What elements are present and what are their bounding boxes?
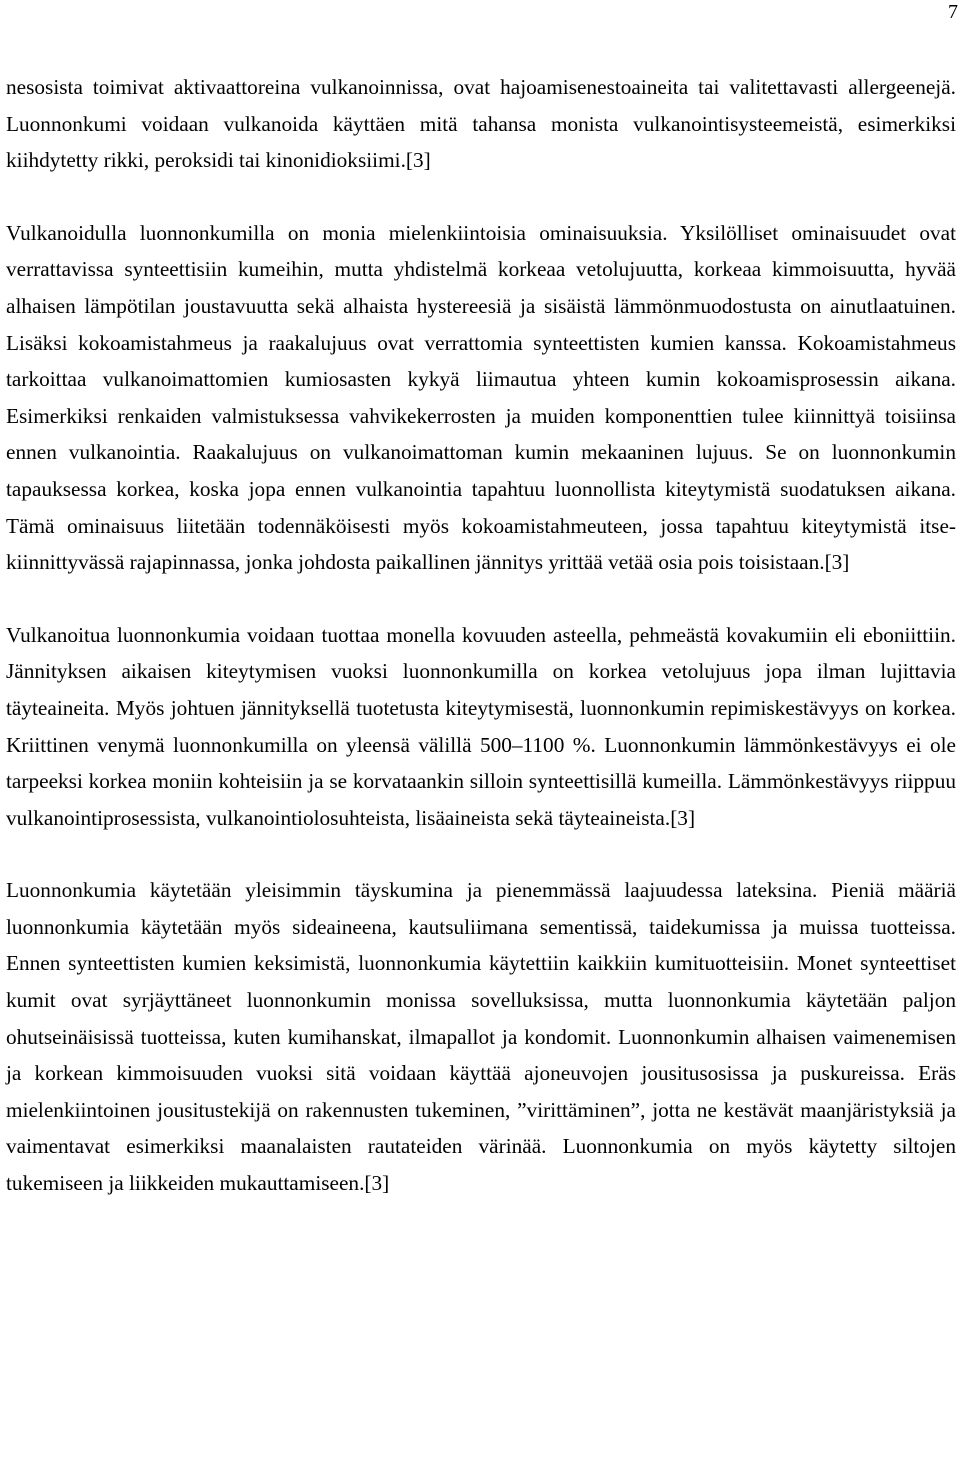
- page-number: 7: [948, 1, 958, 23]
- document-body: [6, 69, 956, 1202]
- paragraph-vulcanization-activators: nesosista toimivat aktivaattoreina vulkanoinnissa, ovat hajoamisenestoaineita tai valitettavasti allergeenejä. Luonnonkumi voidaan vulkanoida käyttäen mitä tahansa monista vulkanointisysteemeistä, esimerkiksi kiihdytetty rikki, peroksidi tai kinonidioksiimi.[3]: [6, 75, 956, 173]
- paragraph-applications: Luonnonkumia käytetään yleisimmin täyskumina ja pienemmässä laajuudessa lateksina. Pieniä määriä luonnonkumia käytetään myös sideaineena, kautsuliimana sementissä, taidekumissa ja muissa tuotteissa. Ennen synteettisten kumien keksimistä, luonnonkumia käytettiin kaikkiin kumituotteisiin. Monet synteettiset kumit ovat syrjäyttäneet luonnonkumin monissa sovelluksissa, mutta luonnonkumia käytetään paljon ohutseinäisissä tuotteissa, kuten kumihanskat, ilmapallot ja kondomit. Luonnonkumin alhaisen vaimenemisen ja korkean kimmoisuuden vuoksi sitä voidaan käyttää ajoneuvojen jousitusosissa ja puskureissa. Eräs mielenkiintoinen jousitustekijä on rakennusten tukeminen, ”virittäminen”, jotta ne kestävät maanjäristyksiä ja vaimentavat esimerkiksi maanalaisten rautateiden värinää. Luonnonkumia on myös käytetty siltojen tukemiseen ja liikkeiden mukauttamiseen.[3]: [6, 878, 956, 1196]
- paragraph-vulcanized-properties: Vulkanoidulla luonnonkumilla on monia mielenkiintoisia ominaisuuksia. Yksilölliset ominaisuudet ovat verrattavissa synteettisiin kumeihin, mutta yhdistelmä korkeaa vetolujuutta, korkeaa kimmoisuutta, hyvää alhaisen lämpötilan joustavuutta sekä alhaista hystereesiä ja sisäistä lämmönmuodostusta on ainutlaatuinen. Lisäksi kokoamistahmeus ja raakalujuus ovat verrattomia synteettisten kumien kanssa. Kokoamistahmeus tarkoittaa vulkanoimattomien kumiosasten kykyä liimautua yhteen kumin kokoamisprosessin aikana. Esimerkiksi renkaiden valmistuksessa vahvikekerrosten ja muiden komponenttien tulee kiinnittyä toisiinsa ennen vulkanointia. Raakalujuus on vulkanoimattoman kumin mekaaninen lujuus. Se on luonnonkumin tapauksessa korkea, koska jopa ennen vulkanointia tapahtuu luonnollista kiteytymistä suodatuksen aikana. Tämä ominaisuus liitetään todennäköisesti myös kokoamistahmeuteen, jossa tapahtuu kiteytymistä itsekiinnittyvässä rajapinnassa, jonka johdosta paikallinen jännitys yrittää vetää osia pois toisistaan.[3]: [6, 220, 956, 575]
- paragraph-hardness-and-strength: Vulkanoitua luonnonkumia voidaan tuottaa monella kovuuden asteella, pehmeästä kovakumiin eli eboniittiin. Jännityksen aikaisen kiteytymisen vuoksi luonnonkumilla on korkea vetolujuus jopa ilman lujittavia täyteaineita. Myös johtuen jännityksellä tuotetusta kiteytymisestä, luonnonkumin repimiskestävyys on korkea. Kriittinen venymä luonnonkumilla on yleensä välillä 500–1100 %. Luonnonkumin lämmönkestävyys ei ole tarpeeksi korkea moniin kohteisiin ja se korvataankin silloin synteettisillä kumeilla. Lämmönkestävyys riippuu vulkanointiprosessista, vulkanointiolosuhteista, lisäaineista sekä täyteaineista.[3]: [6, 622, 956, 830]
